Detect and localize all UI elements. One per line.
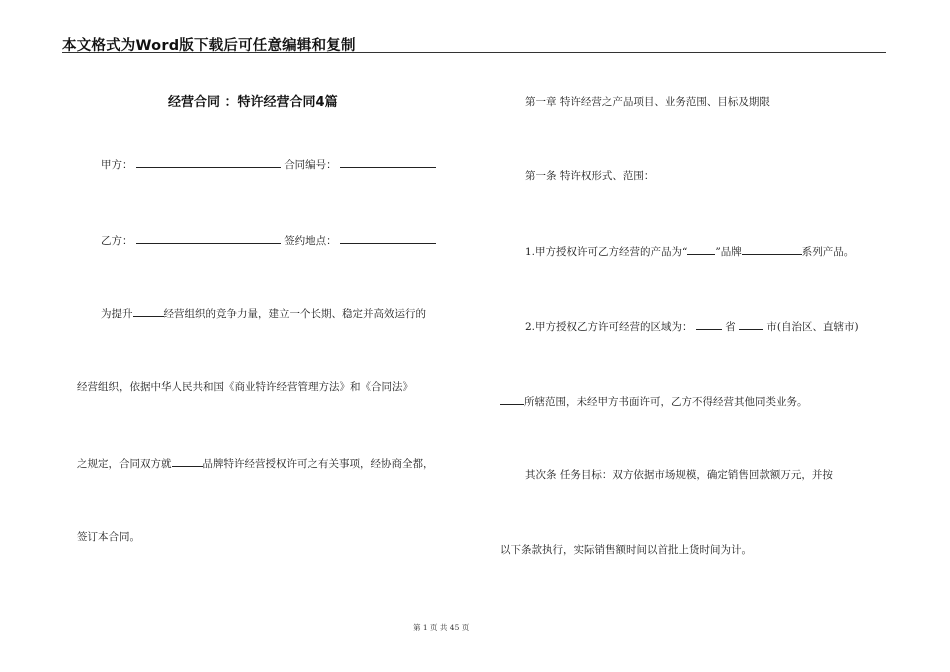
item-2-text-c: 市(自治区、直辖市) — [766, 321, 859, 333]
party-b-blank — [136, 232, 281, 244]
paragraph-1-text-b: 经营组织的竞争力量，建立一个长期、稳定并高效运行的 — [163, 308, 426, 320]
series-blank — [742, 243, 802, 255]
contract-no-blank — [340, 156, 436, 168]
item-1 — [525, 243, 854, 259]
contract-no-label: 合同编号： — [284, 159, 337, 171]
paragraph-1 — [101, 305, 426, 321]
page-header-title: 本文格式为Word版下载后可任意编辑和复制 — [62, 38, 356, 54]
article-1-heading: 第一条 特许权形式、范围： — [525, 170, 655, 182]
party-b-line — [101, 232, 436, 248]
party-b-label: 乙方： — [101, 235, 133, 247]
paragraph-2: 经营组织，依据中华人民共和国《商业特许经营管理方法》和《合同法》 — [77, 381, 413, 393]
item-2-continued-text: 所辖范围，未经甲方书面许可，乙方不得经营其他同类业务。 — [524, 396, 808, 408]
item-2-continued — [500, 393, 808, 409]
region-blank — [500, 393, 524, 405]
item-2-text-b: 省 — [725, 321, 736, 333]
page-footer: 第 1 页 共 45 页 — [413, 623, 470, 632]
article-2-continued: 以下条款执行，实际销售额时间以首批上货时间为计。 — [500, 544, 752, 556]
header-divider — [62, 52, 886, 53]
brand-blank — [172, 455, 203, 467]
paragraph-1-text-a: 为提升 — [101, 308, 133, 320]
org-name-blank — [133, 305, 164, 317]
brand-name-blank — [687, 243, 715, 255]
document-title: 经营合同 ：特许经营合同4篇 — [168, 95, 338, 110]
item-1-text-c: 系列产品。 — [801, 246, 855, 258]
article-2: 其次条 任务目标：双方依据市场规模，确定销售回款额万元，并按 — [525, 469, 833, 481]
item-2 — [525, 318, 859, 334]
signing-place-label: 签约地点： — [284, 235, 337, 247]
paragraph-3 — [77, 455, 434, 471]
party-a-blank — [136, 156, 281, 168]
province-blank — [696, 318, 722, 330]
item-1-text-a: 1.甲方授权许可乙方经营的产品为“ — [525, 246, 688, 258]
paragraph-3-text-b: 品牌特许经营授权许可之有关事项，经协商全都， — [202, 458, 434, 470]
signing-place-blank — [340, 232, 436, 244]
paragraph-3-text-a: 之规定，合同双方就 — [77, 458, 172, 470]
chapter-1-heading: 第一章 特许经营之产品项目、业务范围、目标及期限 — [525, 96, 770, 108]
item-1-text-b: ”品牌 — [715, 246, 742, 258]
paragraph-4: 签订本合同。 — [77, 531, 140, 543]
item-2-text-a: 2.甲方授权乙方许可经营的区域为： — [525, 321, 693, 333]
city-blank — [739, 318, 763, 330]
party-a-line — [101, 156, 436, 172]
party-a-label: 甲方： — [101, 159, 133, 171]
